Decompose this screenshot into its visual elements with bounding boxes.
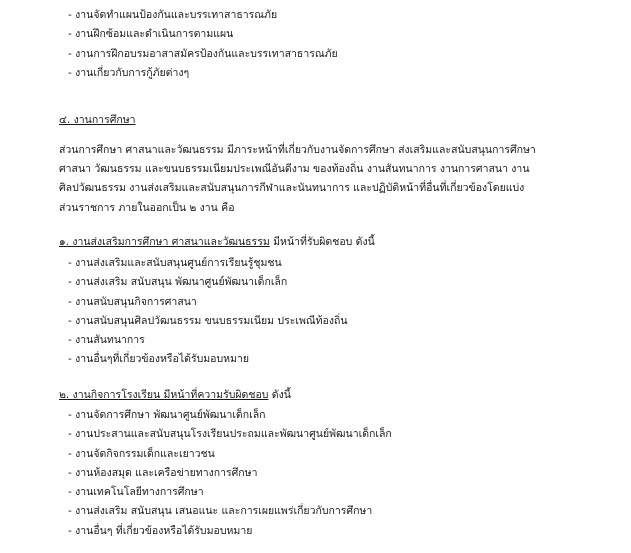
subsection-suffix: มีหน้าที่รับผิดชอบ ดังนี้ bbox=[269, 236, 375, 248]
subsection-task-list bbox=[68, 406, 392, 541]
subsection-title: ๑. งานส่งเสริมการศึกษา ศาสนาและวัฒนธรรม bbox=[59, 236, 270, 248]
subsection-heading bbox=[59, 387, 291, 403]
section-paragraph bbox=[59, 141, 579, 218]
list-item: - งานการฝึกอบรมอาสาสมัครป้องกันและบรรเทาสาธารณภัย bbox=[68, 45, 338, 64]
list-item: - งานเกี่ยวกับการกู้ภัยต่างๆ bbox=[68, 64, 338, 83]
paragraph-line: ศาสนา วัฒนธรรม และขนบธรรมเนียมประเพณีอันดีงาม ของท้องถิ่น งานสันทนาการ งานการศาสนา งาน bbox=[59, 163, 530, 176]
subsection-title: ๒. งานกิจการโรงเรียน มีหน้าที่ความรับผิดชอบ bbox=[59, 389, 269, 401]
top-task-list bbox=[68, 6, 338, 83]
section-heading: ๔. งานการศึกษา bbox=[59, 114, 136, 126]
list-item: - งานสันทนาการ bbox=[68, 331, 348, 350]
list-item: - งานจัดการศึกษา พัฒนาศูนย์พัฒนาเด็กเล็ก bbox=[68, 406, 392, 425]
subsection-heading bbox=[59, 234, 375, 250]
list-item: - งานฝึกซ้อมและดำเนินการตามแผน bbox=[68, 25, 338, 44]
paragraph-line: ส่วนการศึกษา ศาสนาและวัฒนธรรม มีภาระหน้าที่เกี่ยวกับงานจัดการศึกษา ส่งเสริมและสนับสนุนการศึกษา bbox=[59, 144, 536, 156]
list-item: - งานส่งเสริม สนับสนุน เสนอแนะ และการเผยแพร่เกี่ยวกับการศึกษา bbox=[68, 502, 392, 521]
subsection-task-list bbox=[68, 254, 348, 370]
subsection-suffix: ดังนี้ bbox=[268, 389, 291, 401]
list-item: - งานส่งเสริมและสนับสนุนศูนย์การเรียนรู้ชุมชน bbox=[68, 254, 348, 273]
list-item: - งานสนับสนุนศิลปวัฒนธรรม ขนบธรรมเนียม ประเพณีท้องถิ่น bbox=[68, 312, 348, 331]
list-item: - งานส่งเสริม สนับสนุน พัฒนาศูนย์พัฒนาเด็กเล็ก bbox=[68, 273, 348, 292]
list-item: - งานจัดทำแผนป้องกันและบรรเทาสาธารณภัย bbox=[68, 6, 338, 25]
list-item: - งานสนับสนุนกิจการศาสนา bbox=[68, 293, 348, 312]
paragraph-line: ส่วนราชการ ภายในออกเป็น ๒ งาน คือ bbox=[59, 201, 235, 214]
list-item: - งานอื่นๆที่เกี่ยวข้องหรือได้รับมอบหมาย bbox=[68, 350, 348, 369]
list-item: - งานเทคโนโลยีทางการศึกษา bbox=[68, 483, 392, 502]
list-item: - งานประสานและสนับสนุนโรงเรียนประถมและพัฒนาศูนย์พัฒนาเด็กเล็ก bbox=[68, 425, 392, 444]
list-item: - งานห้องสมุด และเครือข่ายทางการศึกษา bbox=[68, 464, 392, 483]
list-item: - งานจัดกิจกรรมเด็กและเยาวชน bbox=[68, 445, 392, 464]
paragraph-line: ศิลปวัฒนธรรม งานส่งเสริมและสนับสนุนการกีฬาและนันทนาการ และปฏิบัติหน้าที่อื่นที่เกี่ยวข้องโดยแบ่ง bbox=[59, 182, 525, 195]
list-item: - งานอื่นๆ ที่เกี่ยวข้องหรือได้รับมอบหมาย bbox=[68, 522, 392, 541]
